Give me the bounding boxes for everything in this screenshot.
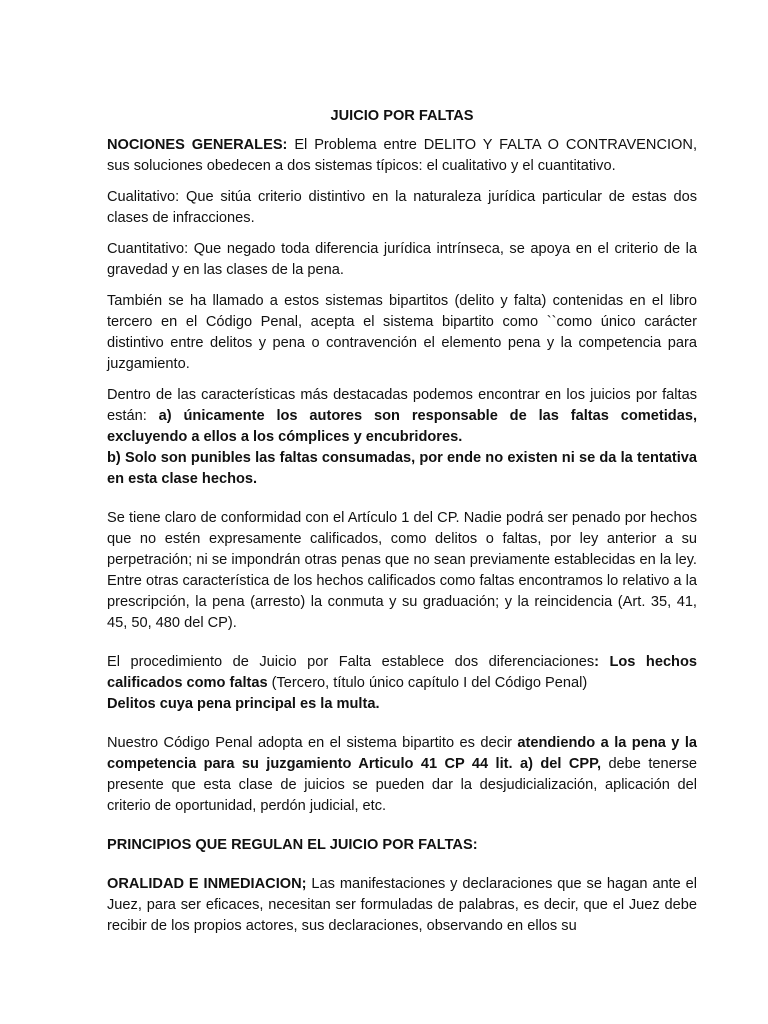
paragraph-articulo-1: Se tiene claro de conformidad con el Artículo 1 del CP. Nadie podrá ser penado por hechos que no estén expresamente calificados, como delitos o faltas, por ley anterior a su perpetración; ni se impondrán otras penas que no sean previamente establecidas en la ley. Entre otras característica de los hechos calificados como faltas encontramos lo relativo a la prescripción, la pena (arresto) la conmuta y su graduación; y la reincidencia (Art. 35, 41, 45, 50, 480 del CP). [107, 510, 697, 631]
paragraph-procedimiento [107, 652, 697, 715]
document-body [107, 106, 697, 947]
document-title: JUICIO POR FALTAS [330, 108, 474, 124]
caracteristicas-text: Dentro de las características más destacadas podemos encontrar en los juicios por faltas están: [107, 387, 697, 424]
paragraph-cualitativo: Cualitativo: Que sitúa criterio distintivo en la naturaleza jurídica particular de estas dos clases de infracciones. [107, 189, 697, 226]
caracteristicas-point-b: b) Solo son punibles las faltas consumadas, por ende no existen ni se da la tentativa en esta clase hechos. [107, 450, 697, 487]
paragraph-oralidad [107, 874, 697, 937]
codigo-penal-text: Nuestro Código Penal adopta en el sistema bipartito es decir [107, 735, 518, 751]
paragraph-codigo-penal [107, 733, 697, 817]
paragraph-nociones-generales [107, 135, 697, 177]
paragraph-sistemas-bipartitos: También se ha llamado a estos sistemas bipartitos (delito y falta) contenidas en el libro tercero en el Código Penal, acepta el sistema bipartito como ``como único carácter distintivo entre delitos y pena o contravención el elemento pena y la competencia para juzgamiento. [107, 293, 697, 372]
oralidad-label: ORALIDAD E INMEDIACION; [107, 876, 307, 892]
section-heading-principios: PRINCIPIOS QUE REGULAN EL JUICIO POR FALTAS: [107, 837, 478, 853]
procedimiento-bold-2: Delitos cuya pena principal es la multa. [107, 696, 380, 712]
oralidad-text: Las manifestaciones y declaraciones que se hagan ante el Juez, para ser eficaces, necesitan ser formuladas de palabras, es decir, que el Juez debe recibir de los propios actores, sus declaraciones, observando en ellos su [107, 876, 697, 934]
codigo-penal-text-2: debe tenerse presente que esta clase de juicios se pueden dar la desjudicialización, aplicación del criterio de oportunidad, perdón judicial, etc. [107, 756, 697, 814]
nociones-generales-text: El Problema entre DELITO Y FALTA O CONTRAVENCION, sus soluciones obedecen a dos sistemas típicos: el cualitativo y el cuantitativo. [107, 137, 697, 174]
procedimiento-bold-1: : Los hechos calificados como faltas [107, 654, 698, 691]
paragraph-cuantitativo: Cuantitativo: Que negado toda diferencia jurídica intrínseca, se apoya en el criterio de la gravedad y en las clases de la pena. [107, 241, 697, 278]
procedimiento-text-2: (Tercero, título único capítulo I del Código Penal) [267, 675, 588, 691]
procedimiento-text: El procedimiento de Juicio por Falta establece dos diferenciaciones [107, 654, 595, 670]
nociones-generales-label: NOCIONES GENERALES: [107, 137, 288, 153]
paragraph-caracteristicas [107, 385, 697, 490]
caracteristicas-point-a: a) únicamente los autores son responsable de las faltas cometidas, excluyendo a ellos a los cómplices y encubridores. [107, 408, 697, 445]
codigo-penal-bold: atendiendo a la pena y la competencia para su juzgamiento Articulo 41 CP 44 lit. a) del CPP, [107, 735, 697, 772]
